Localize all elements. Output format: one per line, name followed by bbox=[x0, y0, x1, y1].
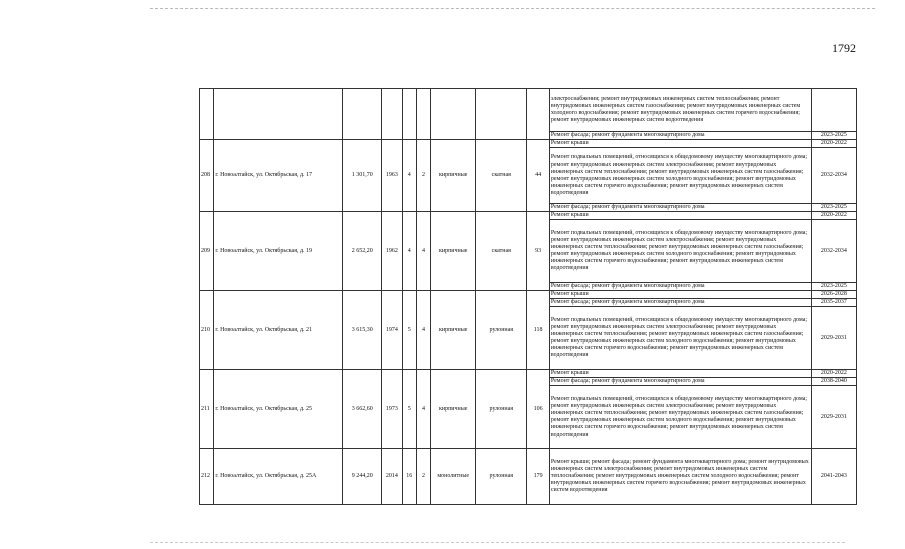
table-body bbox=[200, 89, 857, 505]
cell-roof bbox=[476, 89, 527, 140]
cell-floors: 16 bbox=[402, 449, 416, 505]
cell-num: 211 bbox=[200, 370, 214, 449]
cell-floors: 4 bbox=[402, 212, 416, 291]
cell-residents: 106 bbox=[527, 370, 550, 449]
cell-period: 2026-2028 bbox=[811, 291, 856, 299]
cell-roof: скатная bbox=[476, 140, 527, 212]
cell-entrances: 4 bbox=[416, 212, 430, 291]
cell-address: г. Новоалтайск, ул. Октябрьская, д. 25А bbox=[214, 449, 343, 505]
cell-works: Ремонт подвальных помещений, относящихся к общедомовому имуществу многоквартирного дома; ремонт внутридомовых инженерных систем электроснабжения; ремонт внутридомовых инженерных систем теплоснабжения; ремонт внутридомовых инженерных систем газоснабжения; ремонт внутридомовых инженерных систем холодного водоснабжения; ремонт внутридомовых инженерных систем горячего водоснабжения; ремонт внутридомовых инженерных систем водоотведения bbox=[549, 307, 811, 370]
cell-walls: кирпичные bbox=[431, 370, 476, 449]
cell-address: г. Новоалтайск, ул. Октябрьская, д. 21 bbox=[214, 291, 343, 370]
cell-works: Ремонт фасада; ремонт фундамента многоквартирного дома bbox=[549, 132, 811, 140]
cell-roof: рулонная bbox=[476, 291, 527, 370]
cell-period: 2020-2022 bbox=[811, 212, 856, 220]
cell-num bbox=[200, 89, 214, 140]
cell-walls: кирпичные bbox=[431, 291, 476, 370]
cell-works: Ремонт крыши bbox=[549, 370, 811, 378]
cell-address bbox=[214, 89, 343, 140]
cell-roof: скатная bbox=[476, 212, 527, 291]
cell-walls: кирпичные bbox=[431, 140, 476, 212]
cell-period: 2029-2031 bbox=[811, 307, 856, 370]
scan-edge-top bbox=[150, 8, 875, 9]
table-row bbox=[200, 89, 857, 132]
cell-works: Ремонт фасада; ремонт фундамента многоквартирного дома bbox=[549, 378, 811, 386]
cell-address: г. Новоалтайск, ул. Октябрьская, д. 17 bbox=[214, 140, 343, 212]
cell-works: Ремонт фасада; ремонт фундамента многоквартирного дома bbox=[549, 283, 811, 291]
cell-address: г. Новоалтайск, ул. Октябрьская, д. 19 bbox=[214, 212, 343, 291]
cell-period: 2041-2043 bbox=[811, 449, 856, 505]
cell-area: 2 652,20 bbox=[343, 212, 382, 291]
cell-residents: 93 bbox=[527, 212, 550, 291]
table-row bbox=[200, 370, 857, 378]
cell-entrances: 4 bbox=[416, 291, 430, 370]
table-row bbox=[200, 291, 857, 299]
cell-residents bbox=[527, 89, 550, 140]
cell-walls: монолитные bbox=[431, 449, 476, 505]
cell-period: 2020-2022 bbox=[811, 140, 856, 148]
cell-area: 3 615,30 bbox=[343, 291, 382, 370]
cell-year bbox=[382, 89, 402, 140]
cell-roof: рулонная bbox=[476, 449, 527, 505]
cell-works: электроснабжения; ремонт внутридомовых инженерных систем теплоснабжения; ремонт внутридомовых инженерных систем газоснабжения; ремонт внутридомовых инженерных систем холодного водоснабжения; ремонт внутридомовых инженерных систем горячего водоснабжения; ремонт внутридомовых инженерных систем водоотведения bbox=[549, 89, 811, 132]
cell-works: Ремонт крыши bbox=[549, 212, 811, 220]
cell-year: 2014 bbox=[382, 449, 402, 505]
page-number: 1792 bbox=[832, 41, 856, 55]
cell-works: Ремонт фасада; ремонт фундамента многоквартирного дома bbox=[549, 204, 811, 212]
cell-area: 1 301,70 bbox=[343, 140, 382, 212]
cell-num: 209 bbox=[200, 212, 214, 291]
cell-period: 2032-2034 bbox=[811, 148, 856, 204]
table-row bbox=[200, 212, 857, 220]
cell-year: 1962 bbox=[382, 212, 402, 291]
cell-num: 208 bbox=[200, 140, 214, 212]
cell-works: Ремонт крыши bbox=[549, 140, 811, 148]
cell-entrances: 4 bbox=[416, 370, 430, 449]
cell-works: Ремонт подвальных помещений, относящихся к общедомовому имуществу многоквартирного дома; ремонт внутридомовых инженерных систем электроснабжения; ремонт внутридомовых инженерных систем теплоснабжения; ремонт внутридомовых инженерных систем газоснабжения; ремонт внутридомовых инженерных систем холодного водоснабжения; ремонт внутридомовых инженерных систем горячего водоснабжения; ремонт внутридомовых инженерных систем водоотведения bbox=[549, 220, 811, 283]
cell-address: г. Новоалтайск, ул. Октябрьская, д. 25 bbox=[214, 370, 343, 449]
cell-period: 2020-2022 bbox=[811, 370, 856, 378]
cell-period bbox=[811, 89, 856, 132]
cell-entrances: 2 bbox=[416, 449, 430, 505]
cell-roof: рулонная bbox=[476, 370, 527, 449]
cell-entrances: 2 bbox=[416, 140, 430, 212]
cell-residents: 179 bbox=[527, 449, 550, 505]
cell-area: 3 662,60 bbox=[343, 370, 382, 449]
cell-works: Ремонт фасада; ремонт фундамента многоквартирного дома bbox=[549, 299, 811, 307]
cell-period: 2038-2040 bbox=[811, 378, 856, 386]
cell-period: 2029-2031 bbox=[811, 386, 856, 449]
cell-area: 9 244,20 bbox=[343, 449, 382, 505]
cell-year: 1963 bbox=[382, 140, 402, 212]
cell-floors: 4 bbox=[402, 140, 416, 212]
cell-works: Ремонт подвальных помещений, относящихся к общедомовому имуществу многоквартирного дома; ремонт внутридомовых инженерных систем электроснабжения; ремонт внутридомовых инженерных систем теплоснабжения; ремонт внутридомовых инженерных систем газоснабжения; ремонт внутридомовых инженерных систем холодного водоснабжения; ремонт внутридомовых инженерных систем горячего водоснабжения; ремонт внутридомовых инженерных систем водоотведения bbox=[549, 386, 811, 449]
scan-edge-bottom bbox=[150, 542, 845, 543]
cell-walls bbox=[431, 89, 476, 140]
cell-entrances bbox=[416, 89, 430, 140]
repair-program-table bbox=[199, 88, 857, 505]
cell-period: 2035-2037 bbox=[811, 299, 856, 307]
cell-period: 2023-2025 bbox=[811, 204, 856, 212]
cell-period: 2032-2034 bbox=[811, 220, 856, 283]
cell-period: 2023-2025 bbox=[811, 283, 856, 291]
cell-floors: 5 bbox=[402, 370, 416, 449]
cell-residents: 44 bbox=[527, 140, 550, 212]
cell-walls: кирпичные bbox=[431, 212, 476, 291]
cell-num: 210 bbox=[200, 291, 214, 370]
cell-works: Ремонт подвальных помещений, относящихся к общедомовому имуществу многоквартирного дома; ремонт внутридомовых инженерных систем электроснабжения; ремонт внутридомовых инженерных систем теплоснабжения; ремонт внутридомовых инженерных систем газоснабжения; ремонт внутридомовых инженерных систем холодного водоснабжения; ремонт внутридомовых инженерных систем горячего водоснабжения; ремонт внутридомовых инженерных систем водоотведения bbox=[549, 148, 811, 204]
cell-works: Ремонт крыши bbox=[549, 291, 811, 299]
cell-period: 2023-2025 bbox=[811, 132, 856, 140]
cell-year: 1974 bbox=[382, 291, 402, 370]
cell-floors bbox=[402, 89, 416, 140]
cell-num: 212 bbox=[200, 449, 214, 505]
cell-works: Ремонт крыши; ремонт фасада; ремонт фундамента многоквартирного дома; ремонт внутридомовых инженерных систем электроснабжения; ремонт внутридомовых инженерных систем теплоснабжения; ремонт внутридомовых инженерных систем холодного водоснабжения; ремонт внутридомовых инженерных систем горячего водоснабжения; ремонт внутридомовых инженерных систем водоотведения bbox=[549, 449, 811, 505]
cell-residents: 118 bbox=[527, 291, 550, 370]
table-row bbox=[200, 140, 857, 148]
cell-area bbox=[343, 89, 382, 140]
cell-year: 1973 bbox=[382, 370, 402, 449]
table-row bbox=[200, 449, 857, 505]
cell-floors: 5 bbox=[402, 291, 416, 370]
